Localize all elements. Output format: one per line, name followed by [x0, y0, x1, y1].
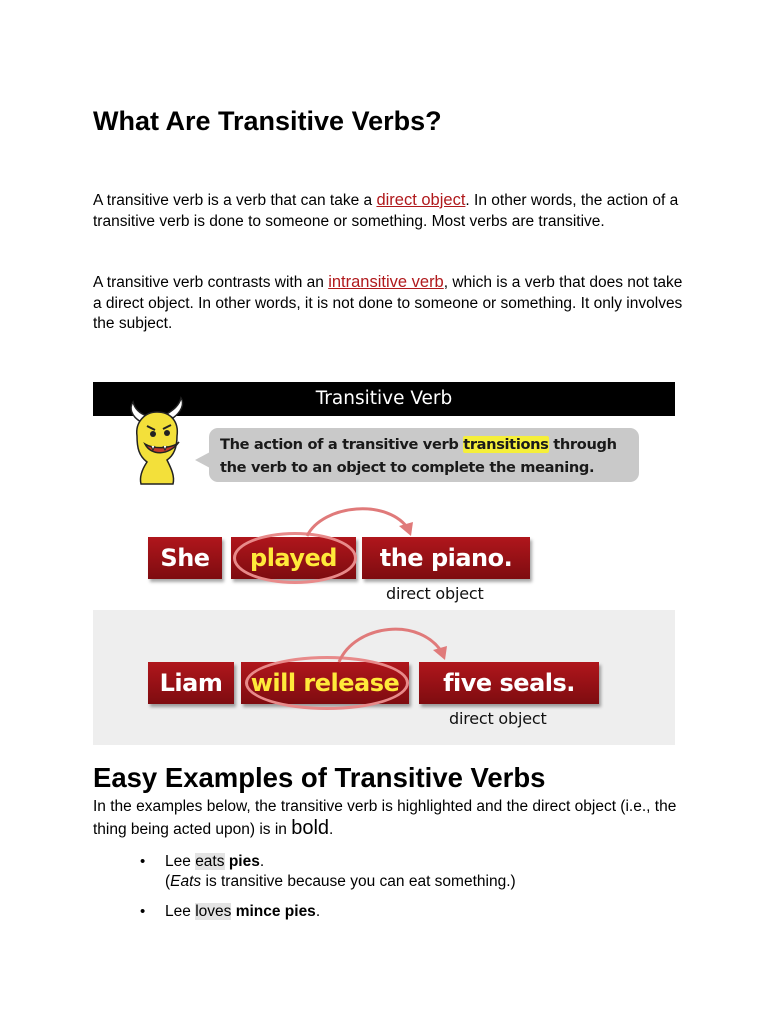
example2-direct-object-label: direct object [449, 709, 547, 728]
list-item: • Lee eats pies. (Eats is transitive because you can eat something.) [93, 852, 653, 892]
example2-subject-box: Liam [148, 662, 234, 704]
list-item: • Lee loves mince pies. [93, 902, 653, 922]
examples-intro: In the examples below, the transitive verb is highlighted and the direct object (i.e., the thing being acted upon) is in bold. [93, 798, 677, 839]
speech-bubble-text: The action of a transitive verb transitions through the verb to an object to complete the meaning. [220, 436, 617, 476]
bold-word: bold [291, 816, 330, 839]
example1-direct-object-label: direct object [386, 584, 484, 603]
note-verb: Eats [170, 873, 202, 890]
direct-object-link[interactable]: direct object [376, 191, 466, 209]
example1-verb-box: played [231, 537, 356, 579]
example2-object-box: five seals. [419, 662, 599, 704]
example2-verb-box: will release [241, 662, 409, 704]
example1-object-box: the piano. [362, 537, 530, 579]
examples-list [93, 852, 653, 932]
highlighted-verb: eats [195, 853, 225, 870]
direct-object-bold: mince pies [235, 903, 316, 920]
intransitive-verb-link[interactable]: intransitive verb [328, 273, 444, 291]
example1-arrow-icon [293, 500, 423, 540]
infographic-header: Transitive Verb [93, 382, 675, 416]
highlighted-verb: loves [195, 903, 232, 920]
speech-bubble-tail [195, 452, 210, 468]
section-heading: Easy Examples of Transitive Verbs [93, 762, 546, 793]
transitive-verb-infographic [93, 382, 675, 745]
example2-verb-oval [245, 656, 409, 710]
example2-arrow-icon [325, 618, 455, 664]
transitions-highlight: transitions [463, 436, 549, 453]
example1-subject-box: She [148, 537, 222, 579]
page-title: What Are Transitive Verbs? [93, 106, 442, 136]
direct-object-bold: pies [228, 853, 260, 870]
paragraph-contrast: A transitive verb contrasts with an intransitive verb, which is a verb that does not take a direct object. In other words, it is not done to someone or something. It only involves the subject. [93, 273, 683, 332]
devil-mascot-icon [127, 396, 191, 486]
paragraph-definition: A transitive verb is a verb that can take a direct object. In other words, the action of a transitive verb is done to someone or something. Most verbs are transitive. [93, 191, 679, 230]
